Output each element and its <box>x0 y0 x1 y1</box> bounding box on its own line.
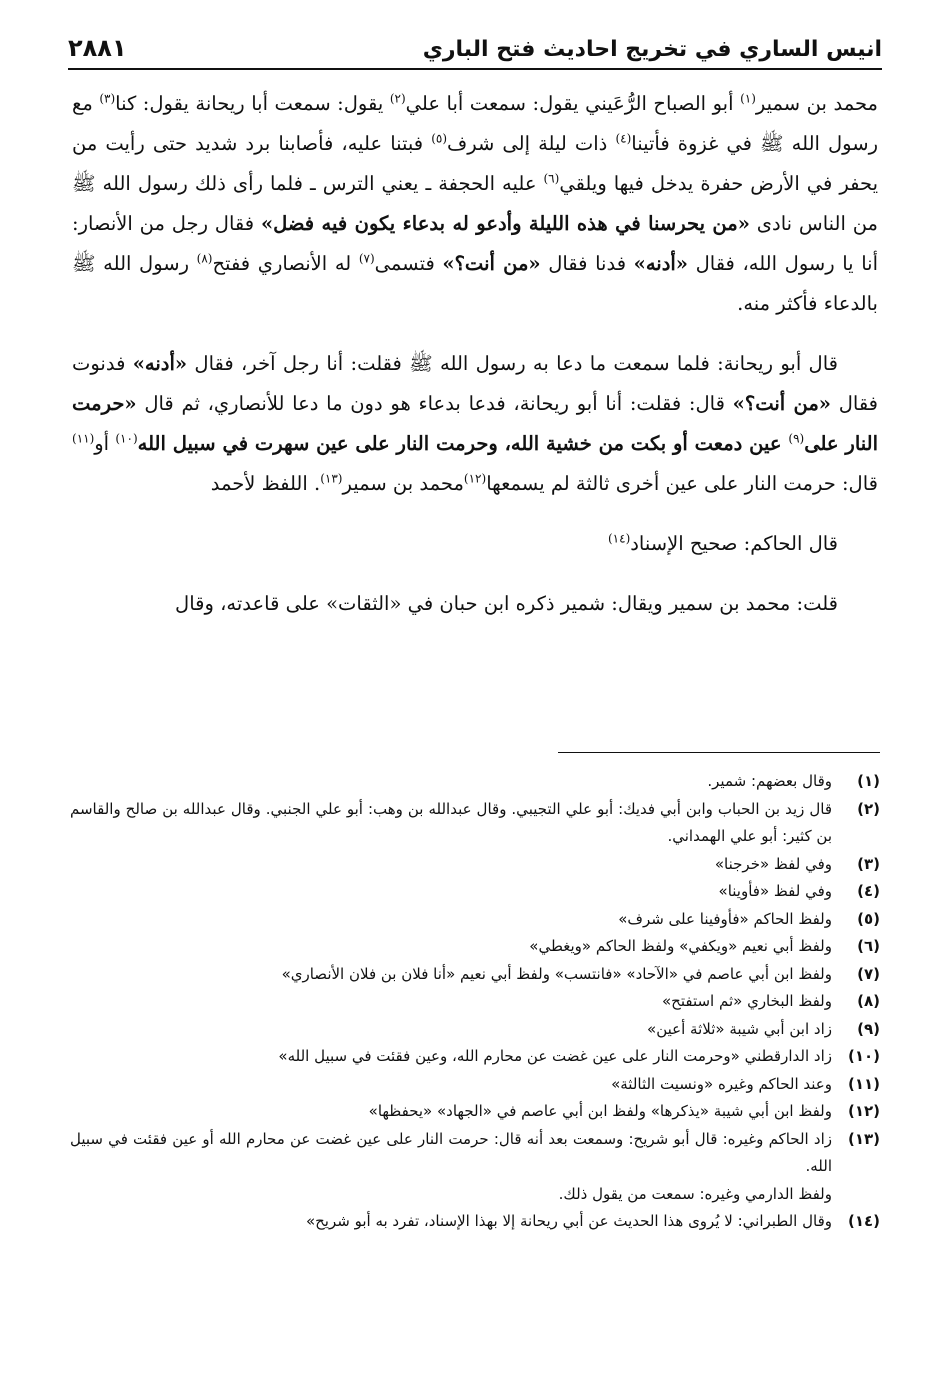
footnote-line: ولفظ الدارمي وغيره: سمعت من يقول ذلك. <box>558 1184 832 1203</box>
paragraph-author-note <box>72 584 878 624</box>
text-span: عليه الحجفة ـ يعني الترس ـ فلما رأى ذلك رسول الله ﷺ من الناس نادى <box>72 172 878 235</box>
footnote <box>70 1043 880 1071</box>
footnote-ref: (١١) <box>72 431 95 446</box>
footnote-number: (٩) <box>857 1019 880 1038</box>
footnote-line: ولفظ ابن أبي شيبة «يذكرها» ولفظ ابن أبي عاصم في «الجهاد» «يحفظها» <box>368 1102 832 1120</box>
footnote-text <box>70 851 832 879</box>
footnote-text <box>70 1071 832 1099</box>
footnote <box>70 1071 880 1099</box>
quoted-hadith: «أدنه» <box>633 252 688 275</box>
text-span: محمد بن سمير <box>342 472 464 495</box>
footnote-line: ولفظ أبي نعيم «ويكفي» ولفظ الحاكم «ويغطي» <box>529 937 832 955</box>
footnote-ref: (٥) <box>431 131 448 146</box>
text-span: له الأنصاري ففتح <box>212 252 359 275</box>
footnote-text <box>70 961 832 989</box>
footnote-number: (١٢) <box>847 1102 880 1120</box>
footnote-line: ولفظ الحاكم «فأوفينا على شرف» <box>618 909 832 928</box>
footnote-number: (٣) <box>857 854 880 873</box>
footnote-text <box>70 1208 832 1236</box>
text-span: فدنا فقال <box>540 252 634 275</box>
text-span: قال الحاكم: صحيح الإسناد <box>630 532 838 555</box>
footnote-line: وقال الطبراني: لا يُروى هذا الحديث عن أبي ريحانة إلا بهذا الإسناد، تفرد به أبو شريح» <box>305 1212 832 1230</box>
footnote-ref: (٩) <box>788 431 805 446</box>
footnote-number: (١٤) <box>847 1212 880 1230</box>
book-title: انيس الساري في تخريج احاديث فتح الباري <box>422 37 882 62</box>
text-span: رسول الله ﷺ بالدعاء فأكثر منه. <box>72 252 878 315</box>
footnote-number: (١) <box>857 772 880 790</box>
footnote-line: زاد ابن أبي شيبة «ثلاثة أعين» <box>647 1019 832 1038</box>
footnote-text <box>70 768 832 796</box>
footnote-text <box>70 878 832 906</box>
footnote <box>70 1098 880 1126</box>
footnote <box>70 933 880 961</box>
footnote-separator <box>558 752 880 753</box>
footnote-text <box>70 933 832 961</box>
footnote <box>70 906 880 934</box>
footnote-number: (٤) <box>857 882 880 900</box>
text-span: فبتنا عليه، فأصابنا برد شديد حتى رأيت من يحفر في الأرض حفرة يدخل فيها ويلقي <box>72 132 878 195</box>
paragraph-hakim <box>72 524 878 564</box>
footnote-text <box>70 906 832 934</box>
footnote <box>70 796 880 851</box>
text-span: أبو الصباح الرُّعَيني يقول: سمعت أبا علي <box>405 92 741 115</box>
footnote-text <box>70 988 832 1016</box>
text-span: قال أبو ريحانة: فلما سمعت ما دعا به رسول الله ﷺ فقلت: أنا رجل آخر، فقال <box>187 352 838 375</box>
footnote-ref: (١٤) <box>607 531 631 546</box>
footnote-number: (٧) <box>857 964 880 983</box>
quoted-hadith: «أدنه» <box>132 352 188 375</box>
quoted-hadith: «من يحرسنا في هذه الليلة وأدعو له بدعاء يكون فيه فضل» <box>260 212 750 235</box>
footnote-number: (١٠) <box>847 1047 880 1065</box>
footnote-ref: (٤) <box>615 131 632 146</box>
footnote-line: وقال بعضهم: شمير. <box>707 772 832 790</box>
text-span: قال: فقلت: أنا أبو ريحانة، فدعا بدعاء هو دون ما دعا للأنصاري، ثم قال <box>136 392 733 415</box>
text-span: فدنوت فقال <box>72 352 879 415</box>
text-span: قلت: محمد بن سمير ويقال: شمير ذكره ابن حبان في «الثقات» على قاعدته، وقال <box>175 592 838 615</box>
footnote-ref: (١٢) <box>463 471 487 486</box>
footnote-line: وعند الحاكم وغيره «ونسيت الثالثة» <box>611 1074 832 1093</box>
footnote-line: وفي لفظ «خرجنا» <box>714 854 832 873</box>
footnote-text <box>70 796 832 851</box>
footnote-line: وفي لفظ «فأوينا» <box>718 882 832 900</box>
quoted-hadith: «حرمت النار على <box>72 392 879 455</box>
footnote-ref: (١٣) <box>320 471 343 486</box>
footnote-number: (٨) <box>857 992 880 1010</box>
footnote <box>70 878 880 906</box>
footnote-text <box>70 1043 832 1071</box>
footnote-number: (١٣) <box>847 1129 880 1148</box>
footnote-number: (٢) <box>857 799 880 818</box>
text-span: أو <box>94 432 116 455</box>
footnote-ref: (٣) <box>99 91 116 106</box>
paragraph-abu-rayhana <box>72 344 878 504</box>
footnote-text <box>70 1126 832 1209</box>
footnote-text <box>70 1016 832 1044</box>
quoted-hadith: «من أنت؟» <box>732 392 831 415</box>
text-span: ذات ليلة إلى شرف <box>447 132 616 155</box>
footnote-ref: (٢) <box>389 91 406 106</box>
running-header <box>68 28 882 70</box>
footnote <box>70 851 880 879</box>
footnote-ref: (١) <box>740 91 756 106</box>
page-number: ٢٨٨١ <box>68 34 127 62</box>
footnote-line: ولفظ البخاري «ثم استفتح» <box>661 992 832 1010</box>
footnote-line: قال زيد بن الحباب وابن أبي فديك: أبو علي التجيبي. وقال عبدالله بن وهب: أبو علي الجنبي. وقال عبدالله بن صالح والقاسم بن كثير: أبو علي الهمداني. <box>70 799 832 845</box>
footnote-ref: (٦) <box>543 171 560 186</box>
footnote <box>70 1126 880 1209</box>
footnote <box>70 1016 880 1044</box>
footnotes <box>70 768 880 1236</box>
text-span: يقول: سمعت أبا ريحانة يقول: كنا <box>115 92 390 115</box>
main-text <box>72 84 878 624</box>
footnote-ref: (٨) <box>196 251 213 266</box>
footnote-line: زاد الدارقطني «وحرمت النار على عين غضت عن محارم الله، وعين فقئت في سبيل الله» <box>278 1047 832 1065</box>
text-span: محمد بن سمير <box>755 92 878 115</box>
text-span: مع رسول الله ﷺ في غزوة فأتينا <box>72 92 878 155</box>
footnote <box>70 988 880 1016</box>
text-span: . اللفظ لأحمد <box>210 472 321 495</box>
footnote-line: ولفظ ابن أبي عاصم في «الآحاد» «فانتسب» ولفظ أبي نعيم «أنا فلان بن فلان الأنصاري» <box>281 964 832 983</box>
footnote-number: (١١) <box>847 1074 880 1093</box>
footnote-number: (٦) <box>857 937 880 955</box>
text-span: فقال رجل من الأنصار: أنا يا رسول الله، فقال <box>72 212 878 275</box>
footnote-ref: (٧) <box>358 251 375 266</box>
footnote <box>70 961 880 989</box>
footnote-number: (٥) <box>857 909 880 928</box>
quoted-hadith: «من أنت؟» <box>442 252 541 275</box>
footnote <box>70 1208 880 1236</box>
footnote-text <box>70 1098 832 1126</box>
footnote-line: زاد الحاكم وغيره: قال أبو شريح: وسمعت بعد أنه قال: حرمت النار على عين غضت عن محارم الله أو عين فقئت في سبيل الله. <box>70 1129 832 1175</box>
text-span: قال: حرمت النار على عين أخرى ثالثة لم يسمعها <box>486 472 878 495</box>
footnote <box>70 768 880 796</box>
footnote-ref: (١٠) <box>115 431 138 446</box>
paragraph-hadith <box>72 84 878 324</box>
quoted-hadith: عين دمعت أو بكت من خشية الله، وحرمت النار على عين سهرت في سبيل الله <box>137 432 789 455</box>
text-span: فتسمى <box>374 252 443 275</box>
